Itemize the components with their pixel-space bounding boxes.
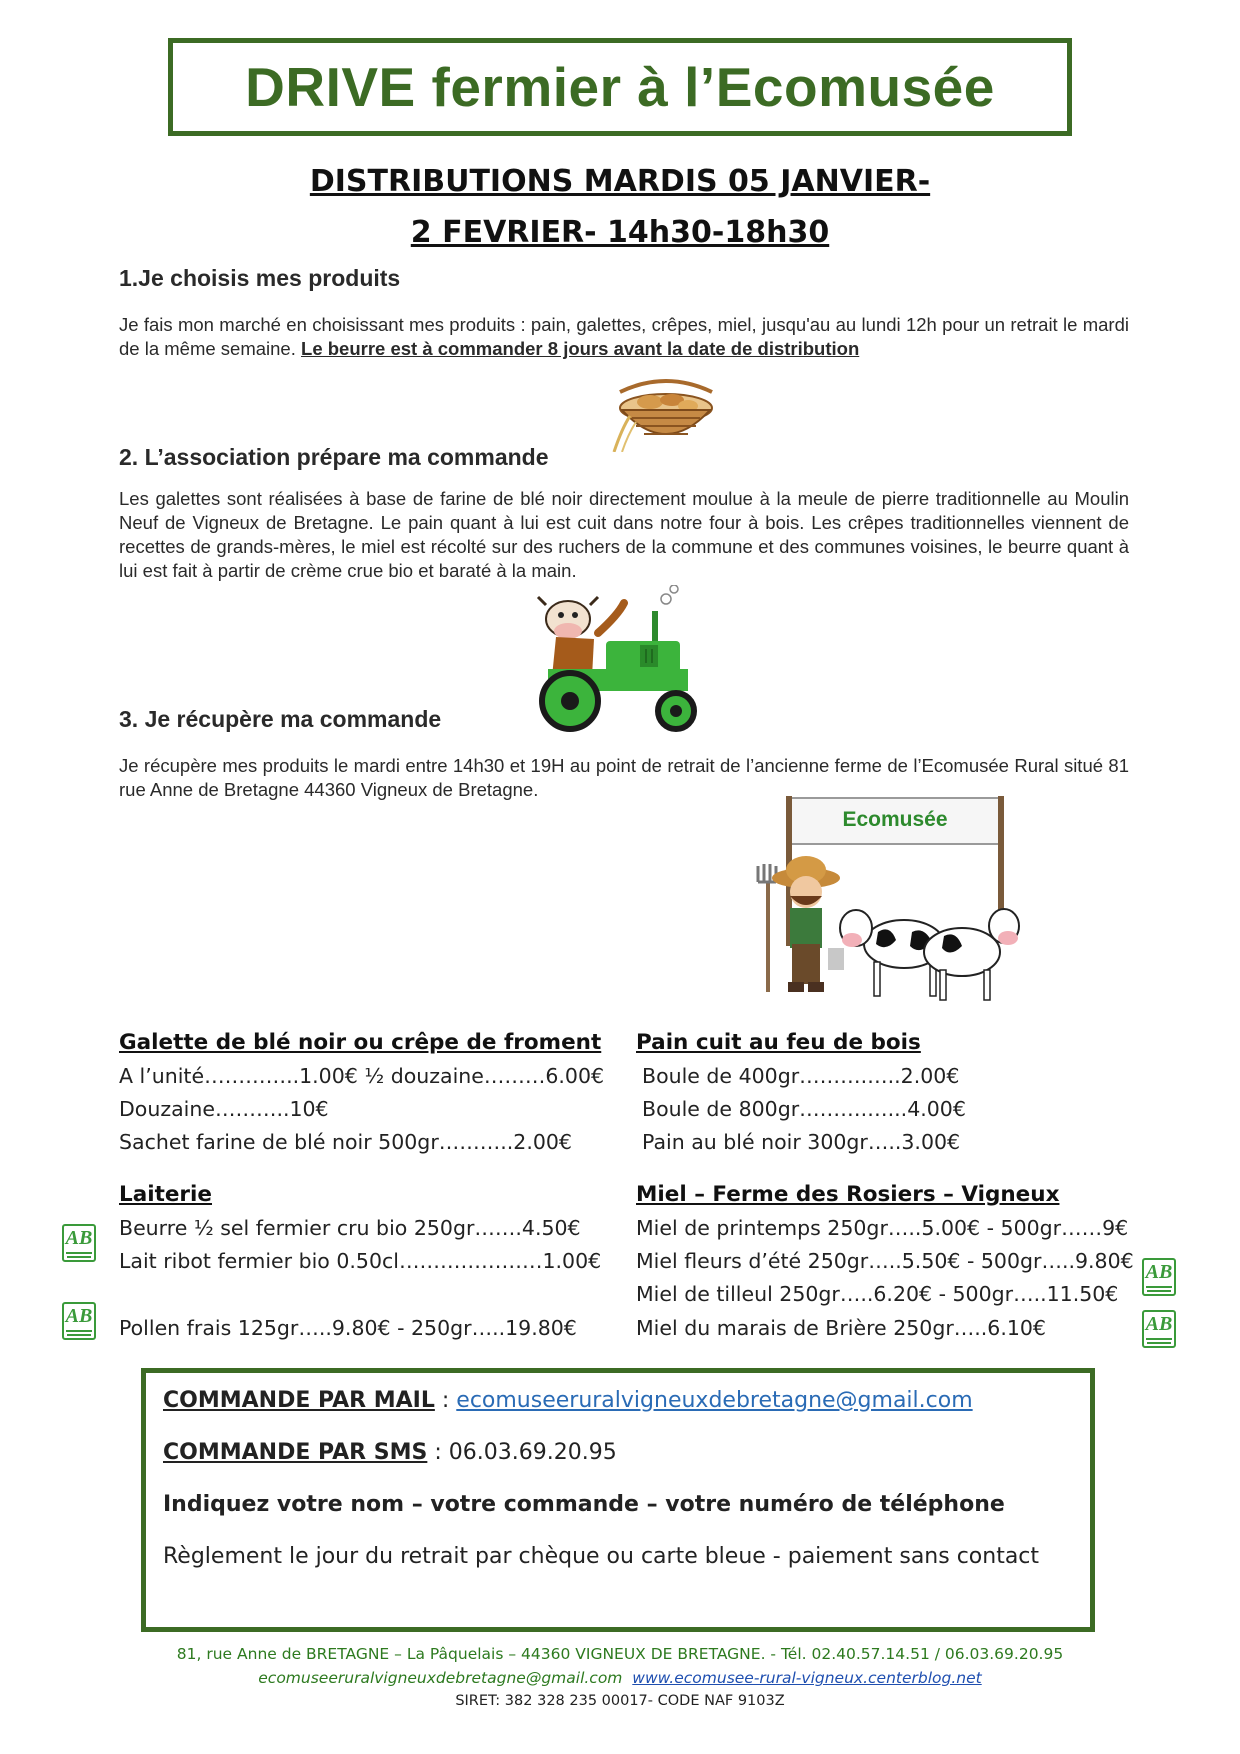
- organic-ab-icon: [62, 1224, 96, 1262]
- footer-address: 81, rue Anne de BRETAGNE – La Pâquelais – 44360 VIGNEUX DE BRETAGNE. - Tél. 02.40.57.14.51 / 06.03.69.20.95: [176, 1645, 1064, 1663]
- miel-item-1: Miel de printemps 250gr…..5.00€ - 500gr……9€: [636, 1216, 1129, 1240]
- footer-links: [0, 1669, 1240, 1687]
- banner-label: Ecomusée: [842, 808, 948, 831]
- step-3-heading: 3. Je récupère ma commande: [119, 706, 442, 732]
- payment-info: Règlement le jour du retrait par chèque ou carte bleue - paiement sans contact: [163, 1544, 1040, 1569]
- miel-heading: Miel – Ferme des Rosiers – Vigneux: [636, 1182, 1060, 1207]
- step-1-text: [119, 313, 1129, 361]
- pain-item-2: Boule de 800gr……….…...4.00€: [642, 1097, 966, 1121]
- ab-label: AB: [65, 1305, 93, 1327]
- pain-item-1: Boule de 400gr……….…..2.00€: [642, 1064, 960, 1088]
- galette-item-3: Sachet farine de blé noir 500gr………..2.00€: [119, 1130, 572, 1154]
- footer-siret: SIRET: 382 328 235 00017- CODE NAF 9103Z: [455, 1693, 785, 1709]
- page-title: DRIVE fermier à l’Ecomusée: [245, 56, 995, 118]
- sms-line: [163, 1440, 617, 1465]
- step-2-text: Les galettes sont réalisées à base de farine de blé noir directement moulue à la meule de pierre traditionnelle au Moulin Neuf de Vigneux de Bretagne. Le pain quant à lui est cuit dans notre four à bois. Les crêpes traditionnelles viennent de recettes de grands-mères, le miel est récolté sur des ruchers de la commune et des communes voisines, le beurre quant à lui est fait à partir de crème crue bio et baraté à la main.: [119, 488, 1129, 581]
- miel-item-2: Miel fleurs d’été 250gr…..5.50€ - 500gr…..9.80€: [636, 1249, 1134, 1273]
- butter-notice: Le beurre est à commander 8 jours avant la date de distribution: [301, 338, 860, 359]
- ab-label: AB: [1145, 1313, 1173, 1335]
- organic-ab-icon: [1142, 1310, 1176, 1348]
- galette-item-2: Douzaine………..10€: [119, 1097, 329, 1121]
- cow-2: [924, 909, 1019, 1000]
- step-3-text: Je récupère mes produits le mardi entre 14h30 et 19H au point de retrait de l’ancienne ferme de l’Ecomusée Rural situé 81 rue Anne de Bretagne 44360 Vigneux de Bretagne.: [119, 755, 1129, 800]
- sms-separator: :: [427, 1440, 449, 1465]
- pain-item-3: Pain au blé noir 300gr…..3.00€: [642, 1130, 961, 1154]
- organic-ab-icon: [1142, 1258, 1176, 1296]
- laiterie-heading: Laiterie: [119, 1182, 212, 1207]
- step-1-body: Je fais mon marché en choisissant mes produits : pain, galettes, crêpes, miel, jusqu'au au lundi 12h pour un retrait le mardi de la même semaine.: [119, 314, 1129, 359]
- miel-item-4: Miel du marais de Brière 250gr…..6.10€: [636, 1316, 1046, 1340]
- sms-label: COMMANDE PAR SMS: [163, 1440, 428, 1465]
- pain-heading: Pain cuit au feu de bois: [636, 1030, 921, 1055]
- cow-tractor-illustration: [528, 585, 716, 733]
- footer-website-link[interactable]: www.ecomusee-rural-vigneux.centerblog.net: [632, 1669, 982, 1687]
- distribution-line-2: 2 FEVRIER- 14h30-18h30: [410, 215, 830, 250]
- bread-basket-illustration: [610, 368, 722, 452]
- distribution-line-1: DISTRIBUTIONS MARDIS 05 JANVIER-: [309, 164, 931, 199]
- laiterie-item-1: Beurre ½ sel fermier cru bio 250gr…….4.50€: [119, 1216, 581, 1240]
- order-instructions: Indiquez votre nom – votre commande – votre numéro de téléphone: [163, 1492, 1005, 1517]
- laiterie-item-3: Pollen frais 125gr…..9.80€ - 250gr…..19.80€: [119, 1316, 577, 1340]
- farmer: [758, 856, 844, 992]
- mail-label: COMMANDE PAR MAIL: [163, 1388, 435, 1413]
- title-box: [168, 38, 1072, 136]
- galette-item-1: A l’unité…………..1.00€ ½ douzaine………6.00€: [119, 1064, 605, 1088]
- laiterie-item-2: Lait ribot fermier bio 0.50cl…………………1.00€: [119, 1249, 602, 1273]
- organic-ab-icon: [62, 1302, 96, 1340]
- mail-link[interactable]: ecomuseeruralvigneuxdebretagne@gmail.com: [456, 1388, 973, 1413]
- step-2-heading: 2. L’association prépare ma commande: [119, 444, 549, 470]
- ab-label: AB: [1145, 1261, 1173, 1283]
- step-1-heading: 1.Je choisis mes produits: [119, 265, 401, 291]
- footer-email: ecomuseeruralvigneuxdebretagne@gmail.com: [258, 1669, 623, 1687]
- mail-separator: :: [434, 1388, 457, 1413]
- sms-number: 06.03.69.20.95: [448, 1440, 617, 1465]
- mail-line: [163, 1388, 973, 1413]
- miel-item-3: Miel de tilleul 250gr…..6.20€ - 500gr…..11.50€: [636, 1282, 1119, 1306]
- galette-heading: Galette de blé noir ou crêpe de froment: [119, 1030, 602, 1055]
- ab-label: AB: [65, 1227, 93, 1249]
